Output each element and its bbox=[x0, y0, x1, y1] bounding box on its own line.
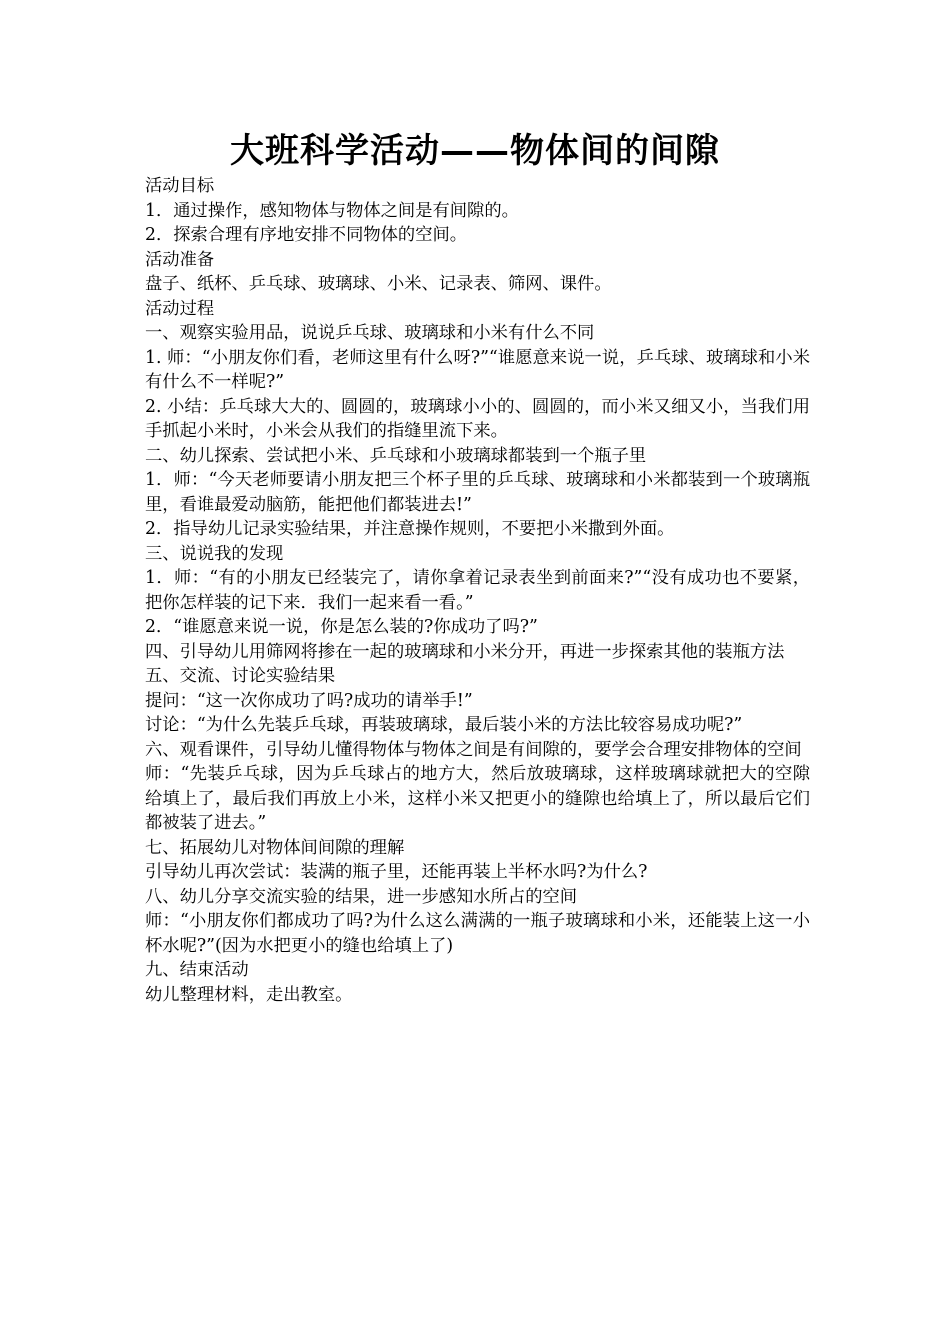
document-body bbox=[145, 174, 810, 1007]
section-4-heading: 四、引导幼儿用筛网将掺在一起的玻璃球和小米分开，再进一步探索其他的装瓶方法 bbox=[145, 641, 785, 662]
section-5-discussion: 讨论：“为什么先装乒乓球，再装玻璃球，最后装小米的方法比较容易成功呢?” bbox=[145, 715, 743, 735]
document-title: 大班科学活动——物体间的间隙 bbox=[230, 131, 720, 171]
section-2-item-2: 2．指导幼儿记录实验结果，并注意操作规则，不要把小米撒到外面。 bbox=[145, 519, 675, 539]
section-1-heading: 一、观察实验用品，说说乒乓球、玻璃球和小米有什么不同 bbox=[145, 323, 595, 343]
section-5-heading: 五、交流、讨论实验结果 bbox=[145, 666, 336, 686]
section-5-question: 提问：“这一次你成功了吗?成功的请举手!” bbox=[145, 690, 473, 711]
goal-item-2: 2．探索合理有序地安排不同物体的空间。 bbox=[145, 225, 468, 245]
section-9-heading: 九、结束活动 bbox=[145, 960, 249, 980]
section-8-heading: 八、幼儿分享交流实验的结果，进一步感知水所占的空间 bbox=[145, 886, 578, 907]
heading-activity-preparation: 活动准备 bbox=[145, 249, 215, 270]
section-3-item-2: 2．“谁愿意来说一说，你是怎么装的?你成功了吗?” bbox=[145, 617, 538, 637]
section-1-item-1: 1. 师：“小朋友你们看，老师这里有什么呀?”“谁愿意来说一说，乒乓球、玻璃球和小米有什么不一样呢?” bbox=[145, 347, 810, 392]
heading-activity-goals: 活动目标 bbox=[145, 176, 215, 196]
section-6-teacher-text: 师：“先装乒乓球，因为乒乓球占的地方大，然后放玻璃球，这样玻璃球就把大的空隙给填上了，最后我们再放上小米，这样小米又把更小的缝隙也给填上了，所以最后它们都被装了进去。” bbox=[145, 764, 810, 833]
section-9-text: 幼儿整理材料，走出教室。 bbox=[145, 984, 353, 1005]
section-3-item-1: 1．师：“有的小朋友已经装完了，请你拿着记录表坐到前面来?”“没有成功也不要紧，把你怎样装的记下来．我们一起来看一看。” bbox=[145, 568, 810, 613]
goal-item-1: 1．通过操作，感知物体与物体之间是有间隙的。 bbox=[145, 200, 519, 221]
section-3-heading: 三、说说我的发现 bbox=[145, 543, 284, 564]
section-6-heading: 六、观看课件，引导幼儿懂得物体与物体之间是有间隙的，要学会合理安排物体的空间 bbox=[145, 739, 802, 760]
heading-activity-process: 活动过程 bbox=[145, 298, 215, 319]
section-2-heading: 二、幼儿探索、尝试把小米、乒乓球和小玻璃球都装到一个瓶子里 bbox=[145, 445, 647, 466]
section-7-heading: 七、拓展幼儿对物体间间隙的理解 bbox=[145, 837, 405, 858]
section-8-teacher-text: 师：“小朋友你们都成功了吗?为什么这么满满的一瓶子玻璃球和小米，还能装上这一小杯水呢?”(因为水把更小的缝也给填上了) bbox=[145, 911, 810, 956]
section-7-text: 引导幼儿再次尝试：装满的瓶子里，还能再装上半杯水吗?为什么? bbox=[145, 862, 648, 882]
section-1-item-2: 2. 小结：乒乓球大大的、圆圆的，玻璃球小小的、圆圆的，而小米又细又小，当我们用手抓起小米时，小米会从我们的指缝里流下来。 bbox=[145, 396, 810, 441]
section-2-item-1: 1．师：“今天老师要请小朋友把三个杯子里的乒乓球、玻璃球和小米都装到一个玻璃瓶里，看谁最爱动脑筋，能把他们都装进去!” bbox=[145, 470, 810, 515]
preparation-materials: 盘子、纸杯、乒乓球、玻璃球、小米、记录表、筛网、课件。 bbox=[145, 274, 612, 294]
